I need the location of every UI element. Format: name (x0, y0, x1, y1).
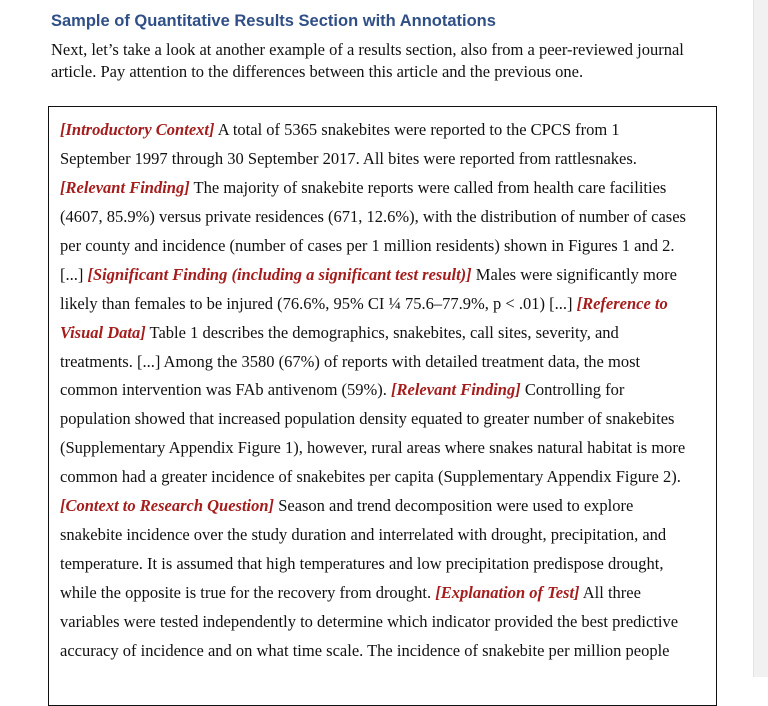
excerpt-line (60, 492, 720, 521)
annotation-label: [Relevant Finding] (391, 380, 521, 400)
excerpt-text: (4607, 85.9%) versus private residences (671, 12.6%), with the distribution of number of cases (60, 206, 686, 226)
intro-line: Next, let’s take a look at another example of a results section, also from a peer-reviewed journal (51, 40, 684, 59)
annotation-label: [Reference to (576, 293, 668, 313)
annotation-label: [Significant Finding (including a significant test result)] (87, 264, 472, 284)
excerpt-line (60, 579, 720, 608)
excerpt-text: population showed that increased population density equated to greater number of snakebites (60, 409, 675, 429)
excerpt-line (60, 261, 720, 290)
annotated-excerpt-text (60, 116, 720, 666)
excerpt-line (60, 463, 720, 492)
excerpt-text: The majority of snakebite reports were called from health care facilities (189, 177, 667, 197)
excerpt-line (60, 232, 720, 261)
excerpt-text: Males were significantly more (471, 264, 677, 284)
excerpt-text: common had a greater incidence of snakebites per capita (Supplementary Appendix Figure 2). (60, 467, 681, 487)
excerpt-text: temperature. It is assumed that high temperatures and low precipitation predispose drought, (60, 554, 664, 574)
excerpt-text: accuracy of incidence and on what time scale. The incidence of snakebite per million people (60, 640, 670, 660)
excerpt-line (60, 550, 720, 579)
excerpt-line (60, 203, 720, 232)
excerpt-line (60, 637, 720, 666)
excerpt-line (60, 348, 720, 377)
annotation-label: Visual Data] (60, 322, 146, 342)
excerpt-line (60, 608, 720, 637)
excerpt-text: common intervention was FAb antivenom (59%). (60, 380, 392, 400)
intro-paragraph (51, 39, 731, 83)
excerpt-text: Season and trend decomposition were used to explore (274, 496, 634, 516)
excerpt-text: September 1997 through 30 September 2017. All bites were reported from rattlesnakes. (60, 148, 637, 168)
excerpt-text: All three (579, 583, 641, 602)
annotation-label: [Context to Research Question] (60, 496, 275, 516)
excerpt-line (60, 290, 720, 319)
excerpt-text: likely than females to be injured (76.6%, 95% CI ¼ 75.6–77.9%, p < .01) [...] (60, 293, 577, 313)
excerpt-text: Table 1 describes the demographics, snakebites, call sites, severity, and (145, 322, 619, 342)
page-gutter (753, 0, 768, 677)
excerpt-text: snakebite incidence over the study duration and interrelated with drought, precipitation, and (60, 525, 667, 545)
excerpt-text: Controlling for (520, 380, 625, 400)
excerpt-text: (Supplementary Appendix Figure 1), however, rural areas where snakes natural habitat is more (60, 438, 686, 458)
intro-line: article. Pay attention to the differences between this article and the previous one. (51, 62, 584, 81)
excerpt-line (60, 434, 720, 463)
excerpt-text: variables were tested independently to determine which indicator provided the best predictive (60, 611, 679, 631)
excerpt-line (60, 405, 720, 434)
excerpt-text: per county and incidence (number of cases per 1 million residents) shown in Figures 1 and 2. (60, 235, 675, 255)
excerpt-line (60, 521, 720, 550)
excerpt-text: while the opposite is true for the recovery from drought. (60, 583, 436, 602)
excerpt-text: treatments. [...] Among the 3580 (67%) of reports with detailed treatment data, the most (60, 351, 641, 371)
excerpt-line (60, 319, 720, 348)
excerpt-line (60, 174, 720, 203)
excerpt-text: A total of 5365 snakebites were reported to the CPCS from 1 (214, 120, 620, 139)
excerpt-line (60, 145, 720, 174)
excerpt-line (60, 376, 720, 405)
annotation-label: [Introductory Context] (60, 120, 215, 139)
section-heading: Sample of Quantitative Results Section with Annotations (51, 12, 496, 30)
excerpt-line (60, 116, 720, 145)
annotation-label: [Relevant Finding] (60, 177, 190, 197)
annotation-label: [Explanation of Test] (435, 583, 580, 602)
excerpt-text: [...] (60, 264, 88, 284)
